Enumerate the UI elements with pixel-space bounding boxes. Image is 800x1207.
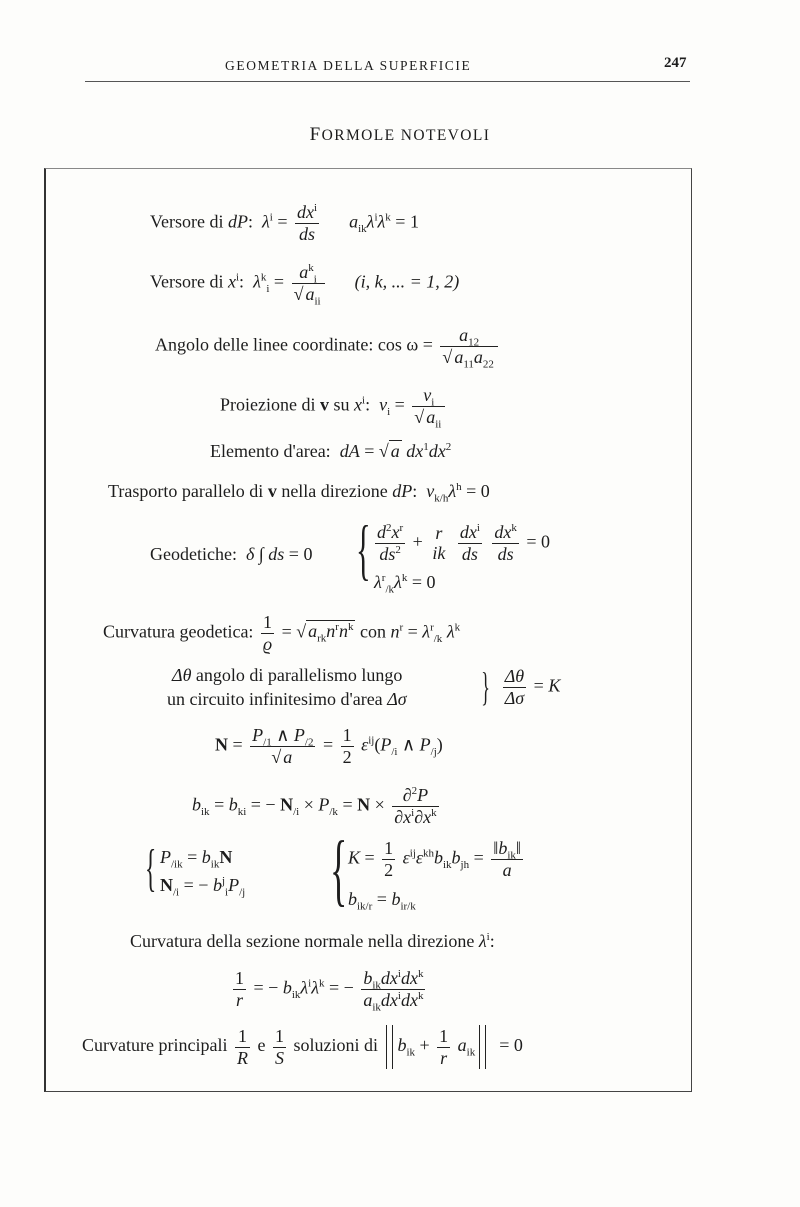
versore-dp-label: Versore di <box>150 211 224 232</box>
parallelismo-text1: angolo di parallelismo lungo <box>195 665 403 685</box>
gauss-curvature-formula: K = $\frac{1}{2}$ $\varepsilon^{ij}\varepsilon^{kh}b_{ik}b_{jh}$ = $\frac{‖b_{ik}‖}{a}$ <box>348 838 521 880</box>
index-range: (i, k, ... = 1, 2) <box>354 271 460 292</box>
versore-xi-label: Versore di <box>150 271 224 292</box>
trasporto-rest: = 0 <box>466 481 490 501</box>
weingarten-formula: $N_{/i}$ = − $b^j_iP_{/j}$ <box>160 875 246 899</box>
f1-den: ds <box>299 223 316 244</box>
formula-elemento-area: Elemento d'area: dA = √ a $dx^1dx^2$ <box>210 441 452 461</box>
parallelismo-result: } $\frac{\Delta\theta}{\Delta\sigma}$ = K <box>481 664 561 710</box>
geodetiche-brace: { <box>356 511 371 587</box>
weingarten-brace: { <box>145 840 157 897</box>
formula-sezione-normale: Curvatura della sezione normale nella direzione $\lambda^i$: <box>130 931 495 951</box>
elemento-area-label: Elemento d'area: <box>210 441 331 461</box>
angolo-label: Angolo delle linee coordinate: cos ω = <box>155 334 433 355</box>
formula-curvature-principali: Curvature principali $\frac{1}{R}$ e $\frac{1}{S}$ soluzioni di $b_{ik}$ + $\frac{1}{r}$ $a_{ik} = 0$ <box>82 1025 523 1068</box>
geodetiche-label: Geodetiche: <box>150 544 237 564</box>
section-title-initial: F <box>309 124 322 145</box>
parallelismo-text2: un circuito infinitesimo d'area <box>167 689 383 709</box>
formula-curvatura-normale: $\frac{1}{r}$ = − $b_{ik}\lambda^i\lambda^k$ = − $\frac{b_{ik}dx^idx^k}{a_{ik}dx^idx^k}$ <box>235 968 424 1014</box>
section-title <box>0 124 800 146</box>
formula-trasporto: Trasporto parallelo di v nella direzione dP: $v_{k/h}\lambda^h = 0$ <box>108 481 490 505</box>
parallelismo-line2: un circuito infinitesimo d'area Δσ <box>167 689 407 709</box>
running-title: GEOMETRIA DELLA SUPERFICIE <box>225 58 472 73</box>
formula-bik: $b_{ik} = b_{ki}$ = − $N_{/i} \times P_{/k} = N$ × $\frac{\partial^2P}{\partial x^i\partial x^k}$ <box>192 785 437 827</box>
formula-versore-dp: Versore di dP: $\lambda^i$ = $\frac{dx^i}{ds}$ $a_{ik}\lambda^i\lambda^k = 1$ <box>150 202 419 244</box>
proiezione-fraction: $\frac{v_i}{√ a_{ii}}$ <box>412 385 445 427</box>
curv-geod-con: con <box>359 621 386 642</box>
header-rule <box>85 81 690 82</box>
cos-omega-fraction: $\frac{a_{12}}{√ a_{11}a_{22}}$ <box>440 325 497 367</box>
curv-princ-label: Curvature principali <box>82 1035 228 1056</box>
formula-geodetiche: Geodetiche: δ ∫ ds = 0 <box>150 544 313 564</box>
aik-sqrt-fraction: $\frac{a^k_i}{√ a_{ii}}$ <box>292 262 325 304</box>
gauss-formula: $P_{/ik} = b_{ik}N$ <box>160 847 233 871</box>
trasporto-mid: nella direzione <box>281 481 388 501</box>
geodetiche-line1: $\frac{d^2x^r}{ds^2}$ + r ik $\frac{dx^i}{ds}$ $\frac{dx^k}{ds}$ = 0 <box>377 522 551 564</box>
formula-versore-xi: Versore di $x^i$: $\lambda^k_i$ = $\frac{a^k_i}{√ a_{ii}}$ (i, k, ... = 1, 2) <box>150 262 460 308</box>
curv-princ-e: e <box>257 1035 266 1056</box>
proiezione-su: su <box>333 394 350 415</box>
curv-princ-sol: soluzioni di <box>293 1035 378 1056</box>
formula-normale: N = $\frac{P_{/1} \wedge P_{/2}}{√ a}$ = $\frac{1}{2}$ $\varepsilon^{ij}(P_{/i}$ ∧ $P_{/j}$) <box>215 725 443 767</box>
gauss-curvature-brace: { <box>330 826 348 914</box>
trasporto-label: Trasporto parallelo di <box>108 481 264 501</box>
curv-geod-label: Curvatura geodetica: <box>103 621 254 642</box>
formula-proiezione: Proiezione di v su $x^i$: $v_i$ = $\frac{v_i}{√ a_{ii}}$ <box>220 385 448 427</box>
f1-num: dx <box>297 202 315 222</box>
formula-angolo <box>155 325 501 371</box>
geodetiche-eq0: = 0 <box>526 531 551 552</box>
parallelismo-line1: Δθ angolo di parallelismo lungo <box>172 665 403 685</box>
dx-ds-fraction: $\frac{dx^i}{ds}$ <box>297 202 318 244</box>
section-title-rest: ORMOLE NOTEVOLI <box>321 127 491 144</box>
codazzi-formula: $b_{ik/r} = b_{ir/k}$ <box>348 889 416 913</box>
page-number: 247 <box>664 55 687 71</box>
sezione-normale-label: Curvatura della sezione normale nella direzione <box>130 931 475 951</box>
geodetiche-line2: $\lambda^r_{/k}\lambda^k = 0$ <box>374 572 436 596</box>
f1-rest: = 1 <box>395 211 419 232</box>
curv-princ-eq0: = 0 <box>499 1035 523 1056</box>
formula-curvatura-geodetica: Curvatura geodetica: $\frac{1}{ϱ}$ = √ $a_{rk}n^rn^k$ con $n^r = \lambda^r_{/k}$ $\lambda^k$ <box>103 612 461 654</box>
proiezione-label: Proiezione di <box>220 394 316 415</box>
